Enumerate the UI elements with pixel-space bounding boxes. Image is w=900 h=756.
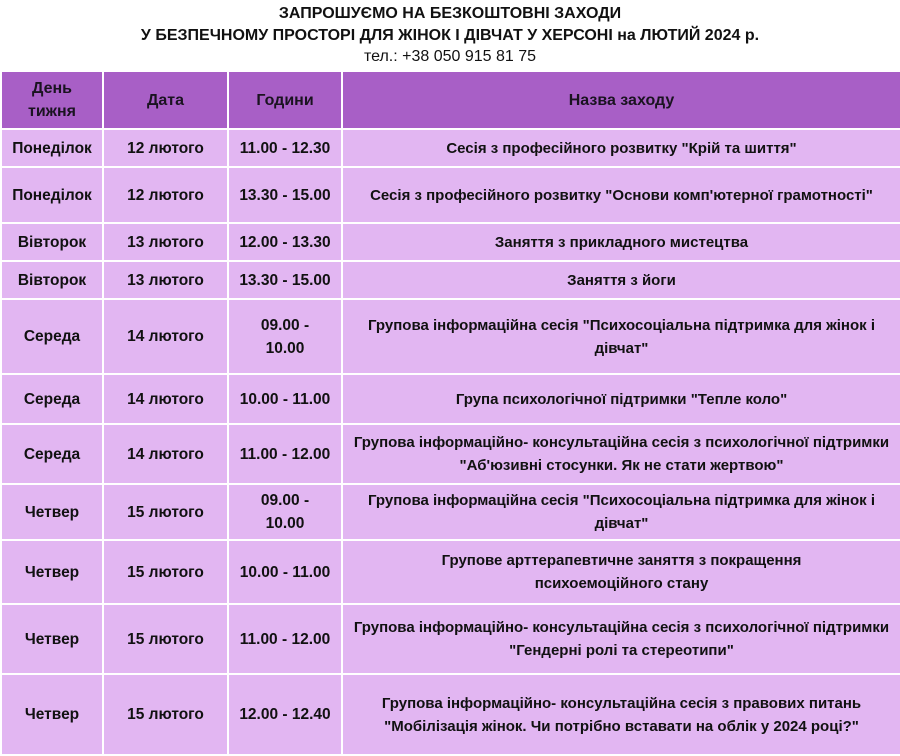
table-row	[1, 484, 900, 540]
cell-event-name: Групова інформаційно- консультаційна сесія з правових питань "Мобілізація жінок. Чи потрібно вставати на облік у 2024 році?"	[342, 674, 900, 755]
cell-day: Середа	[1, 374, 103, 424]
table-header-row	[1, 71, 900, 129]
title-line-1: ЗАПРОШУЄМО НА БЕЗКОШТОВНІ ЗАХОДИ	[278, 5, 622, 22]
table-row	[1, 299, 900, 374]
cell-date: 14 лютого	[103, 424, 228, 484]
page-header	[0, 0, 900, 70]
cell-time: 11.00 - 12.00	[228, 604, 342, 674]
phone-number: тел.: +38 050 915 81 75	[363, 48, 537, 65]
cell-date: 15 лютого	[103, 604, 228, 674]
cell-time: 09.00 - 10.00	[228, 299, 342, 374]
cell-time: 11.00 - 12.30	[228, 129, 342, 167]
cell-event-name: Сесія з професійного розвитку "Крій та шиття"	[342, 129, 900, 167]
cell-date: 13 лютого	[103, 223, 228, 261]
cell-day: Вівторок	[1, 261, 103, 299]
cell-event-name: Групова інформаційно- консультаційна сесія з психологічної підтримки "Аб'юзивні стосунки. Як не стати жертвою"	[342, 424, 900, 484]
cell-date: 14 лютого	[103, 299, 228, 374]
cell-time: 13.30 - 15.00	[228, 167, 342, 223]
column-header-day: День тижня	[1, 71, 103, 129]
title-line-2: У БЕЗПЕЧНОМУ ПРОСТОРІ ДЛЯ ЖІНОК І ДІВЧАТ У ХЕРСОНІ на ЛЮТИЙ 2024 р.	[140, 27, 760, 44]
cell-event-name: Заняття з йоги	[342, 261, 900, 299]
cell-date: 13 лютого	[103, 261, 228, 299]
table-row	[1, 223, 900, 261]
cell-event-name: Група психологічної підтримки "Тепле коло"	[342, 374, 900, 424]
table-row	[1, 261, 900, 299]
events-table	[0, 70, 900, 756]
table-row	[1, 540, 900, 604]
column-header-name: Назва заходу	[342, 71, 900, 129]
cell-event-name: Групова інформаційна сесія "Психосоціальна підтримка для жінок і дівчат"	[342, 299, 900, 374]
cell-event-name: Сесія з професійного розвитку "Основи комп'ютерної грамотності"	[342, 167, 900, 223]
table-row	[1, 424, 900, 484]
cell-time: 11.00 - 12.00	[228, 424, 342, 484]
cell-day: Середа	[1, 424, 103, 484]
cell-day: Вівторок	[1, 223, 103, 261]
cell-date: 15 лютого	[103, 674, 228, 755]
cell-date: 12 лютого	[103, 167, 228, 223]
cell-date: 12 лютого	[103, 129, 228, 167]
cell-day: Середа	[1, 299, 103, 374]
cell-day: Четвер	[1, 484, 103, 540]
table-row	[1, 674, 900, 755]
cell-day: Четвер	[1, 540, 103, 604]
cell-day: Четвер	[1, 674, 103, 755]
cell-day: Четвер	[1, 604, 103, 674]
table-row	[1, 374, 900, 424]
table-row	[1, 604, 900, 674]
cell-event-name: Групове арттерапевтичне заняття з покращення психоемоційного стану	[342, 540, 900, 604]
table-row	[1, 167, 900, 223]
cell-day: Понеділок	[1, 129, 103, 167]
cell-time: 13.30 - 15.00	[228, 261, 342, 299]
column-header-time: Години	[228, 71, 342, 129]
cell-time: 10.00 - 11.00	[228, 374, 342, 424]
table-row	[1, 129, 900, 167]
cell-day: Понеділок	[1, 167, 103, 223]
cell-time: 12.00 - 13.30	[228, 223, 342, 261]
cell-date: 15 лютого	[103, 484, 228, 540]
cell-event-name: Заняття з прикладного мистецтва	[342, 223, 900, 261]
cell-time: 12.00 - 12.40	[228, 674, 342, 755]
cell-time: 09.00 - 10.00	[228, 484, 342, 540]
cell-date: 15 лютого	[103, 540, 228, 604]
cell-date: 14 лютого	[103, 374, 228, 424]
cell-event-name: Групова інформаційна сесія "Психосоціальна підтримка для жінок і дівчат"	[342, 484, 900, 540]
cell-time: 10.00 - 11.00	[228, 540, 342, 604]
cell-event-name: Групова інформаційно- консультаційна сесія з психологічної підтримки "Гендерні ролі та стереотипи"	[342, 604, 900, 674]
column-header-date: Дата	[103, 71, 228, 129]
